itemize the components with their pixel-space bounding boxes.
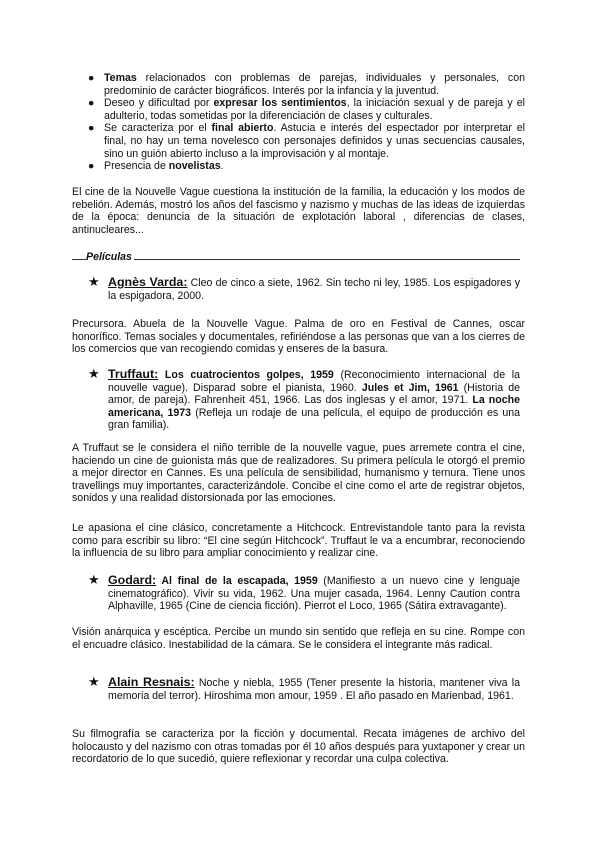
bullet-item bbox=[88, 72, 525, 97]
director-name: Truffaut: bbox=[108, 367, 159, 381]
filmography-text: (Historia de amor, de pareja). Fahrenheit 451, 1966. Las dos inglesas y el amor, 1971. bbox=[108, 381, 521, 407]
filmography-text: (Manifiesto a un nuevo cine y lenguaje cinematográfico). Vivir su vida, 1962. Una mujer casada, 1964. Lenny Caution contra Alphaville, 1965 (Cine de ciencia ficción). Pierrot el Loco, 1965 (Sátira extravagante). bbox=[108, 575, 520, 613]
bullet-text: Presencia de bbox=[104, 160, 169, 173]
bullet-text: , la iniciación sexual y de pareja y el adulterio, todas sometidas por la diferenciación de clases y culturales. bbox=[104, 97, 525, 122]
filmography-text: Noche y niebla, 1955 (Tener presente la historia, mantener viva la memoria del terror). Hiroshima mon amour, 1959 . El año pasado en Marienbad, 1961. bbox=[108, 677, 521, 702]
filmography-text: (Reconocimiento internacional de la nouvelle vague). Disparad sobre el pianista, 1960. bbox=[108, 369, 520, 394]
bullet-icon: ● bbox=[88, 160, 95, 173]
filmography-text: (Refleja un rodaje de una película, el equipo de producción es una gran familia). bbox=[108, 406, 520, 432]
bullet-text: Se caracteriza por el bbox=[104, 122, 212, 135]
film-title-bold: Al final de la escapada, 1959 bbox=[156, 575, 318, 587]
bullet-bold: Temas bbox=[104, 72, 137, 84]
director-entry-godard bbox=[88, 574, 520, 613]
star-icon: ★ bbox=[88, 274, 100, 289]
director-entry-varda bbox=[88, 276, 520, 302]
bullet-icon: ● bbox=[88, 97, 95, 110]
star-icon: ★ bbox=[88, 366, 100, 381]
nouvelle-vague-paragraph: El cine de la Nouvelle Vague cuestiona la institución de la familia, la educación y los modos de rebelión. Además, mostró los años del fascismo y nazismo y muchas de las ideas de izquierdas de la época: denuncia de la situación de explotación laboral , diferencias de clases, antinucleares... bbox=[72, 186, 525, 236]
star-icon: ★ bbox=[88, 674, 100, 689]
director-name: Godard: bbox=[108, 573, 157, 587]
godard-paragraph: Visión anárquica y escéptica. Percibe un mundo sin sentido que refleja en su cine. Rompe con el encuadre clásico. Inestabilidad de la cámara. Se le considera el integrante más radical. bbox=[72, 626, 525, 651]
bullet-bold: novelistas bbox=[168, 160, 221, 173]
truffaut-paragraph-1: A Truffaut se le considera el niño terrible de la nouvelle vague, pues arremete contra el cine, haciendo un cine de guionista más que de realizadores. Su primera película le otorgó el premio a mejor director en Cannes. Es una película de sensibilidad, humanismo y ternura. Tiene unos travellings muy importantes, caracterizándole. Concibe el cine como el arte de registrar objetos, sonidos y una realidad distorsionada por las emociones. bbox=[72, 442, 525, 505]
themes-bullet-list bbox=[88, 72, 525, 173]
bullet-bold: final abierto bbox=[211, 122, 274, 135]
film-title-bold: Los cuatrocientos golpes, 1959 bbox=[158, 369, 334, 381]
filmography-text: Cleo de cinco a siete, 1962. Sin techo ni ley, 1985. Los espigadores y la espigadora, 2000. bbox=[108, 277, 520, 302]
truffaut-paragraph-2: Le apasiona el cine clásico, concretamente a Hitchcock. Entrevistandole tanto para la revista como para escribir su libro: “El cine según Hitchcock”. Truffaut le va a encumbrar, reconociendo la influencia de su libro para ampliar conocimiento y realizar cine. bbox=[72, 522, 525, 560]
peliculas-section-header bbox=[72, 251, 520, 265]
bullet-text: relacionados con problemas de parejas, individuales y personales, con predominio de carácter biográficos. Interés por la infancia y la juventud. bbox=[104, 72, 525, 97]
film-title-bold: Jules et Jim, 1961 bbox=[361, 381, 459, 394]
section-title: Películas bbox=[86, 251, 132, 263]
bullet-item bbox=[88, 97, 525, 122]
resnais-paragraph: Su filmografía se caracteriza por la ficción y documental. Recata imágenes de archivo del holocausto y del nazismo con otras tomadas por él 10 años después para yuxtaponer y crear un recordatorio de lo que sucedió, quiere reflexionar y recordar una culpa colectiva. bbox=[72, 728, 525, 766]
director-entry-resnais bbox=[88, 676, 520, 702]
section-divider bbox=[72, 259, 520, 260]
bullet-text: . bbox=[220, 160, 224, 173]
varda-paragraph: Precursora. Abuela de la Nouvelle Vague. Palma de oro en Festival de Cannes, oscar honorífico. Temas sociales y documentales, refiriéndose a las personas que van a los cierres de los comercios que van recogiendo comidas y enseres de la basura. bbox=[72, 318, 525, 356]
bullet-item bbox=[88, 160, 525, 173]
director-name: Alain Resnais: bbox=[108, 675, 195, 689]
bullet-icon: ● bbox=[88, 122, 95, 135]
film-title-bold: La noche americana, 1973 bbox=[108, 394, 520, 419]
bullet-bold: expresar los sentimientos bbox=[213, 97, 347, 110]
director-entry-truffaut bbox=[88, 368, 520, 432]
director-name: Agnès Varda: bbox=[108, 275, 188, 289]
bullet-text: . Astucia e interés del espectador por interpretar el final, no hay un tema novelesco con personajes definidos y unas secuencias causales, sino un guión abierto incluso a la improvisación y al montaje. bbox=[104, 122, 525, 160]
bullet-icon: ● bbox=[88, 72, 95, 84]
bullet-text: Deseo y dificultad por bbox=[104, 97, 214, 110]
bullet-item bbox=[88, 122, 525, 160]
star-icon: ★ bbox=[88, 572, 100, 587]
